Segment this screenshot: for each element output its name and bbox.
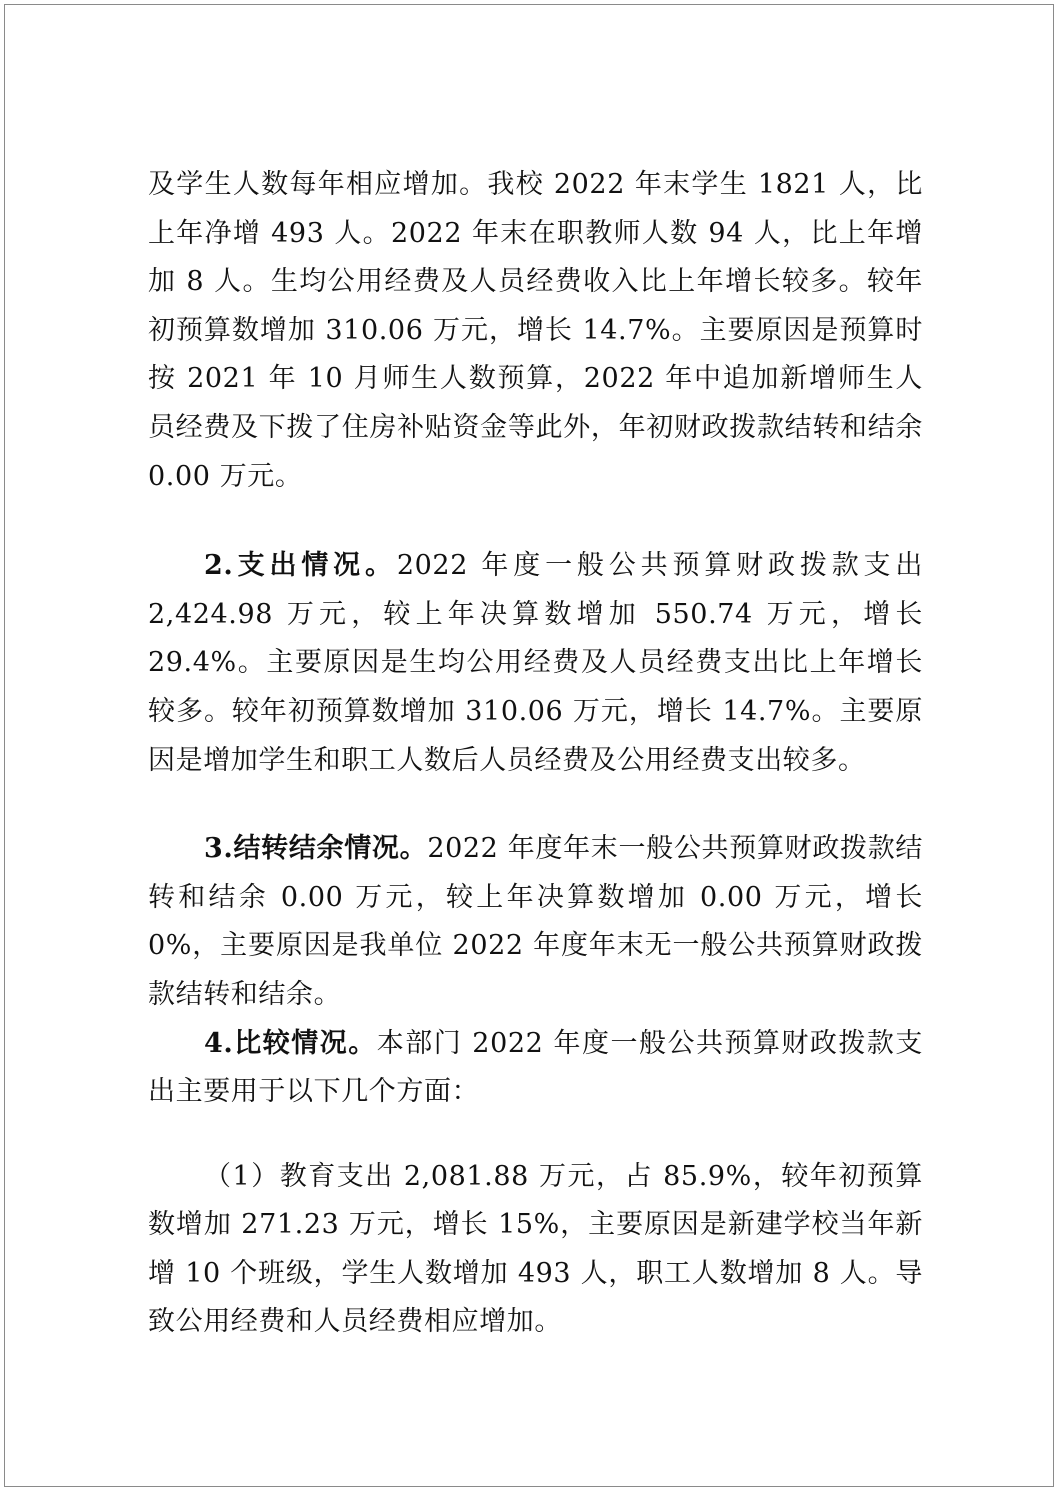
income-continuation-paragraph (148, 161, 923, 501)
document-body (148, 161, 923, 1347)
paragraph-text: 及学生人数每年相应增加。我校 2022 年末学生 1821 人，比上年净增 493 人。2022 年末在职教师人数 94 人，比上年增加 8 人。生均公用经费及人员经费收入比上年增长较多。较年初预算数增加 310.06 万元，增长 14.7%。主要原因是预算时按 2021 年 10 月师生人数预算，2022 年中追加新增师生人员经费及下拨了住房补贴资金等此外，年初财政拨款结转和结余 0.00 万元。 (148, 169, 923, 492)
expenditure-paragraph (148, 542, 923, 785)
comparison-heading: 4.比较情况。 (204, 1027, 377, 1059)
comparison-paragraph (148, 1020, 923, 1117)
paragraph-text: 2022 年度年末一般公共预算财政拨款结转和结余 0.00 万元，较上年决算数增加 0.00 万元，增长 0%，主要原因是我单位 2022 年度年末无一般公共预算财政拨款结转和结余。 (148, 833, 923, 1010)
paragraph-text: （1）教育支出 2,081.88 万元，占 85.9%，较年初预算数增加 271.23 万元，增长 15%，主要原因是新建学校当年新增 10 个班级，学生人数增加 493 人，职工人数增加 8 人。导致公用经费和人员经费相应增加。 (148, 1160, 923, 1338)
carryover-paragraph (148, 825, 923, 1019)
document-page (4, 4, 1054, 1487)
education-expenditure-paragraph (148, 1153, 923, 1347)
paragraph-text: 2022 年度一般公共预算财政拨款支出 2,424.98 万元，较上年决算数增加 550.74 万元，增长 29.4%。主要原因是生均公用经费及人员经费支出比上年增长较多。较年初预算数增加 310.06 万元，增长 14.7%。主要原因是增加学生和职工人数后人员经费及公用经费支出较多。 (148, 550, 923, 776)
expenditure-heading: 2.支出情况。 (204, 550, 397, 582)
paragraph-text: 本部门 2022 年度一般公共预算财政拨款支出主要用于以下几个方面： (148, 1027, 924, 1108)
carryover-heading: 3.结转结余情况。 (204, 833, 428, 865)
